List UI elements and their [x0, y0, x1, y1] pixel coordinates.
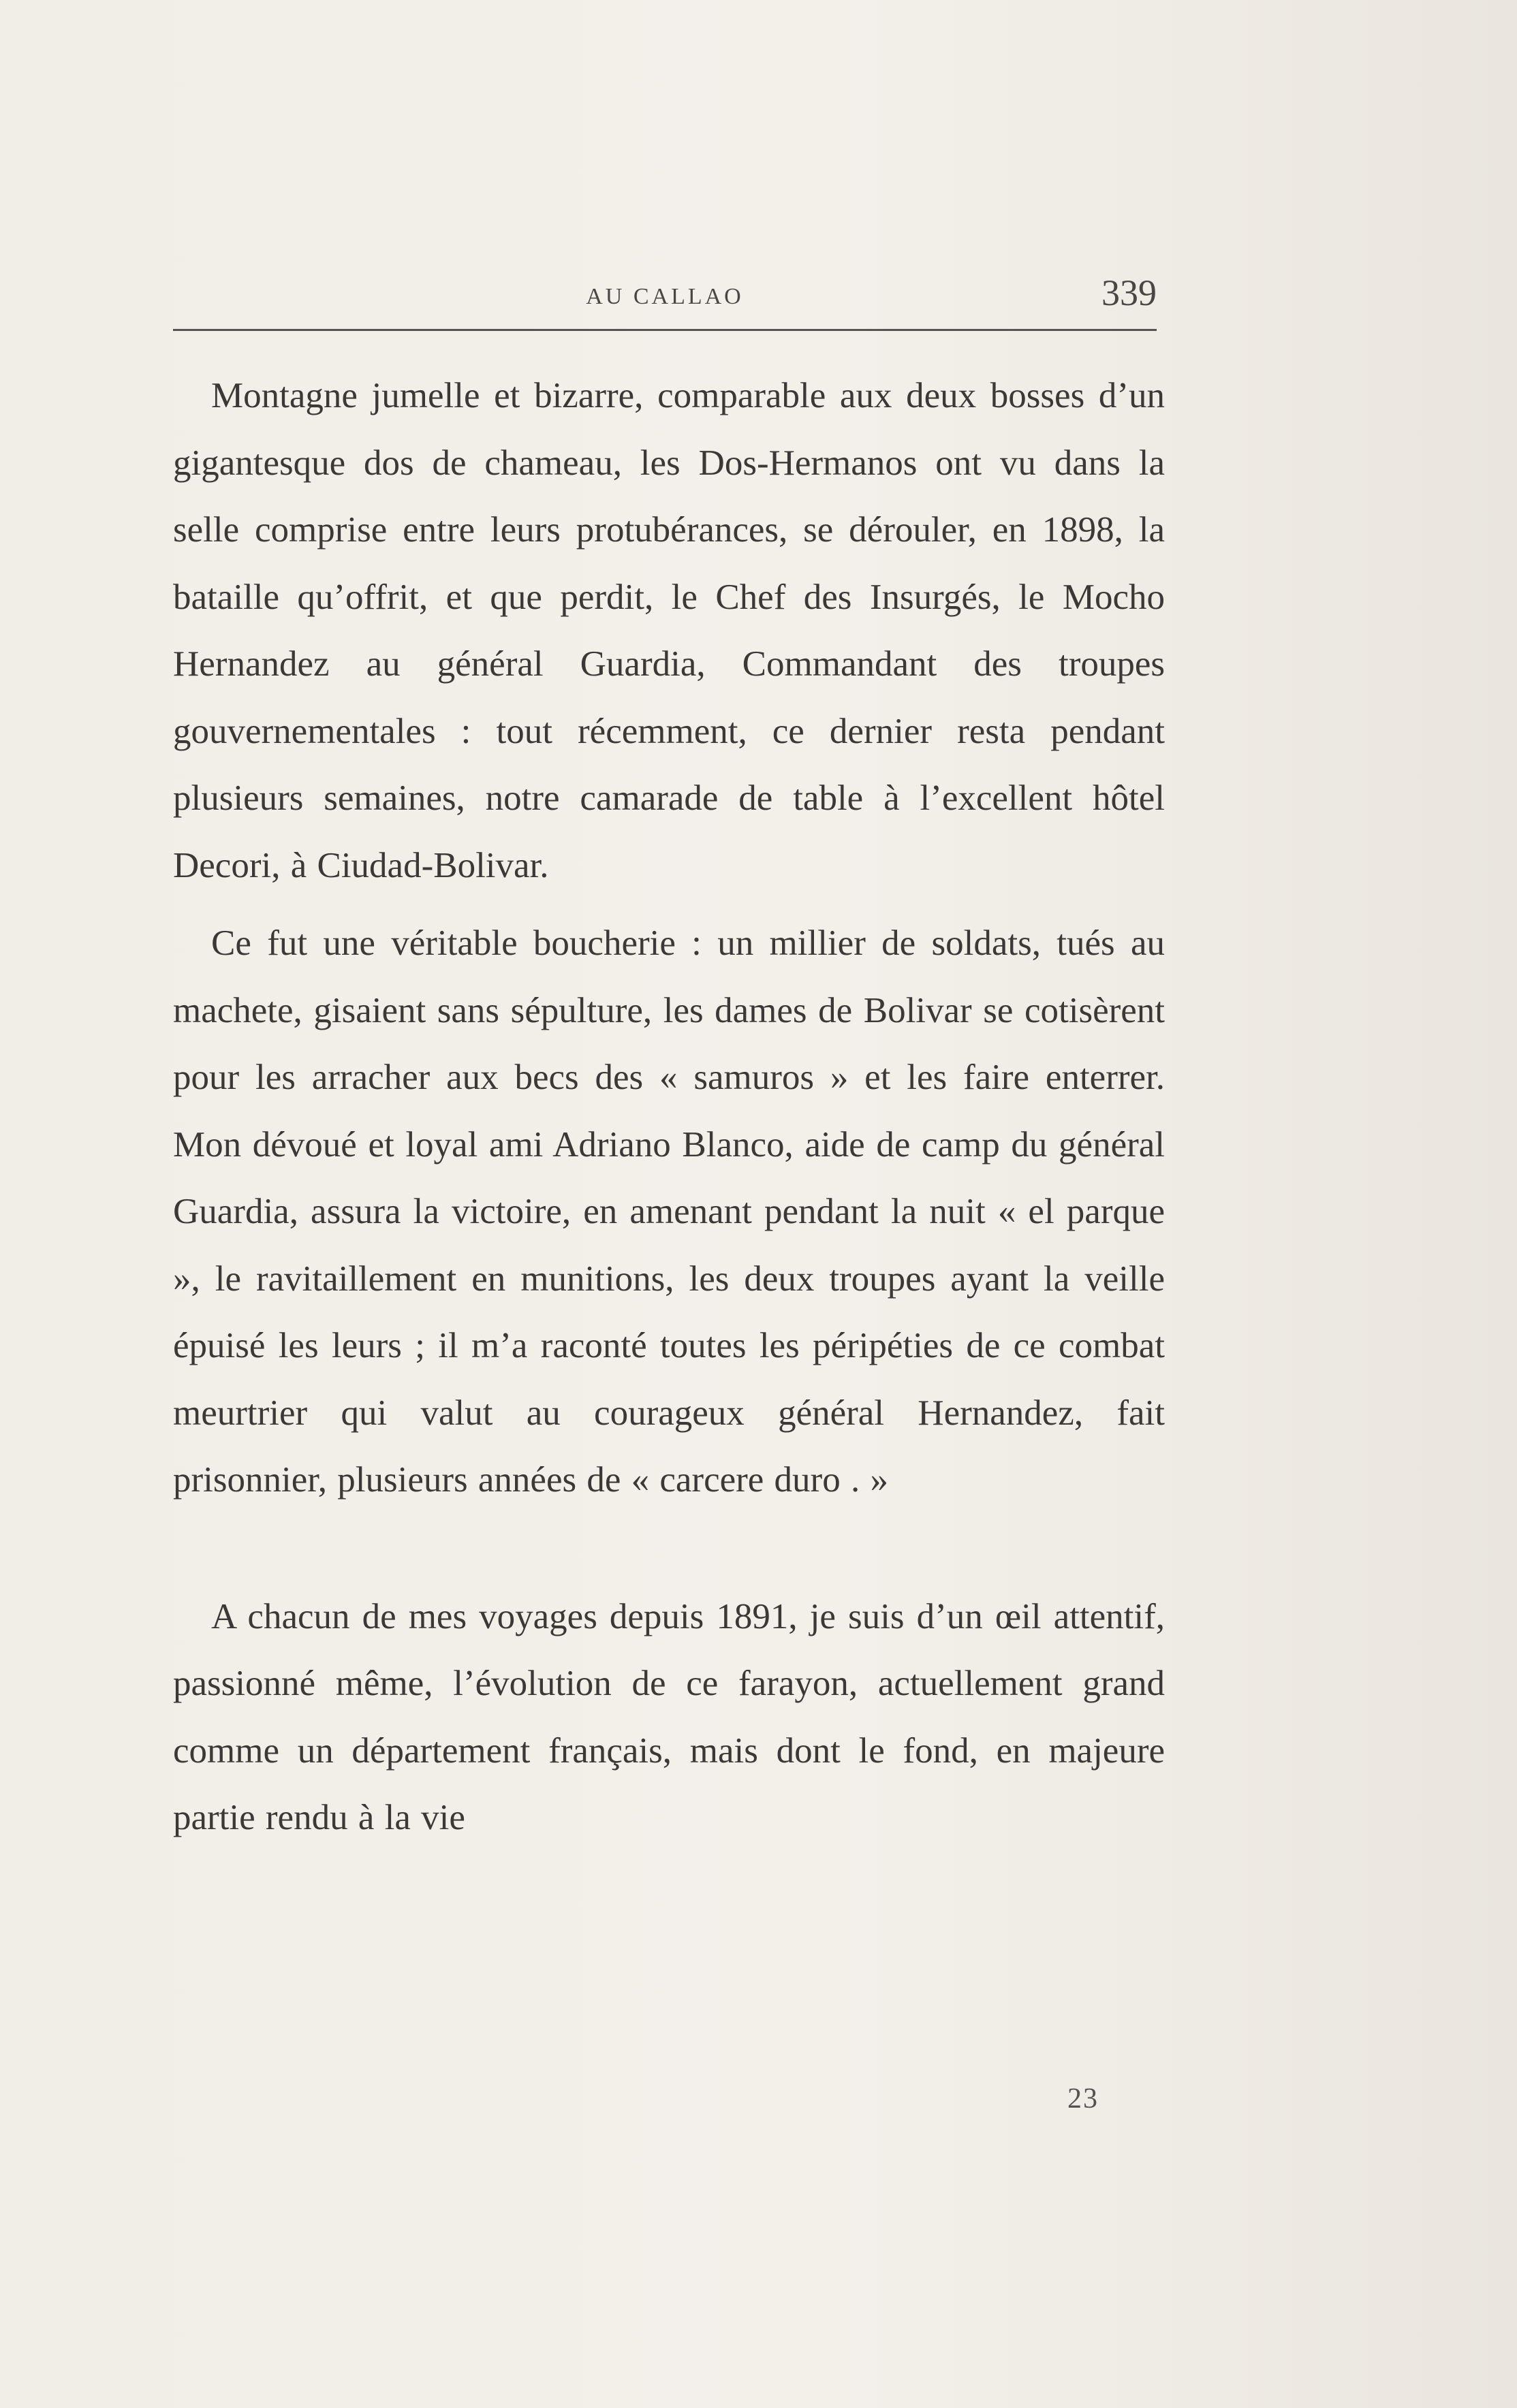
running-head [173, 269, 1157, 330]
paragraph-dos-hermanos: Montagne jumelle et bizarre, comparable aux deux bosses d’un gigantesque dos de chameau, les Dos-Hermanos ont vu dans la selle comprise entre leurs protubérances, se dérouler, en 1898, la bataille qu’offrit, et que perdit, le Chef des Insurgés, le Mocho Hernandez au général Guardia, Commandant des troupes gouvernementales : tout récemment, ce dernier resta pendant plusieurs semaines, notre camarade de table à l’excellent hôtel Decori, à Ciudad-Bolivar. [173, 376, 1165, 885]
paragraph-boucherie: Ce fut une véritable boucherie : un millier de soldats, tués au machete, gisaient sans sépulture, les dames de Bolivar se cotisèrent pour les arracher aux becs des « samuros » et les faire enterrer. Mon dévoué et loyal ami Adriano Blanco, aide de camp du général Guardia, assura la victoire, en amenant pendant la nuit « el parque », le ravitaillement en munitions, les deux troupes ayant la veille épuisé les leurs ; il m’a raconté toutes les péripéties de ce combat meurtrier qui valut au courageux général Hernandez, fait prisonnier, plusieurs années de « carcere duro . » [173, 923, 1165, 1500]
paragraph-farayon: A chacun de mes voyages depuis 1891, je suis d’un œil attentif, passionné même, l’évolution de ce farayon, actuellement grand comme un département français, mais dont le fond, en majeure partie rendu à la vie [173, 1596, 1165, 1837]
header-rule [173, 329, 1157, 331]
page-number: 339 [1101, 272, 1157, 313]
printer-signature-mark: 23 [1067, 2083, 1099, 2114]
body-text [173, 362, 1165, 1852]
running-title: AU CALLAO [586, 284, 744, 309]
